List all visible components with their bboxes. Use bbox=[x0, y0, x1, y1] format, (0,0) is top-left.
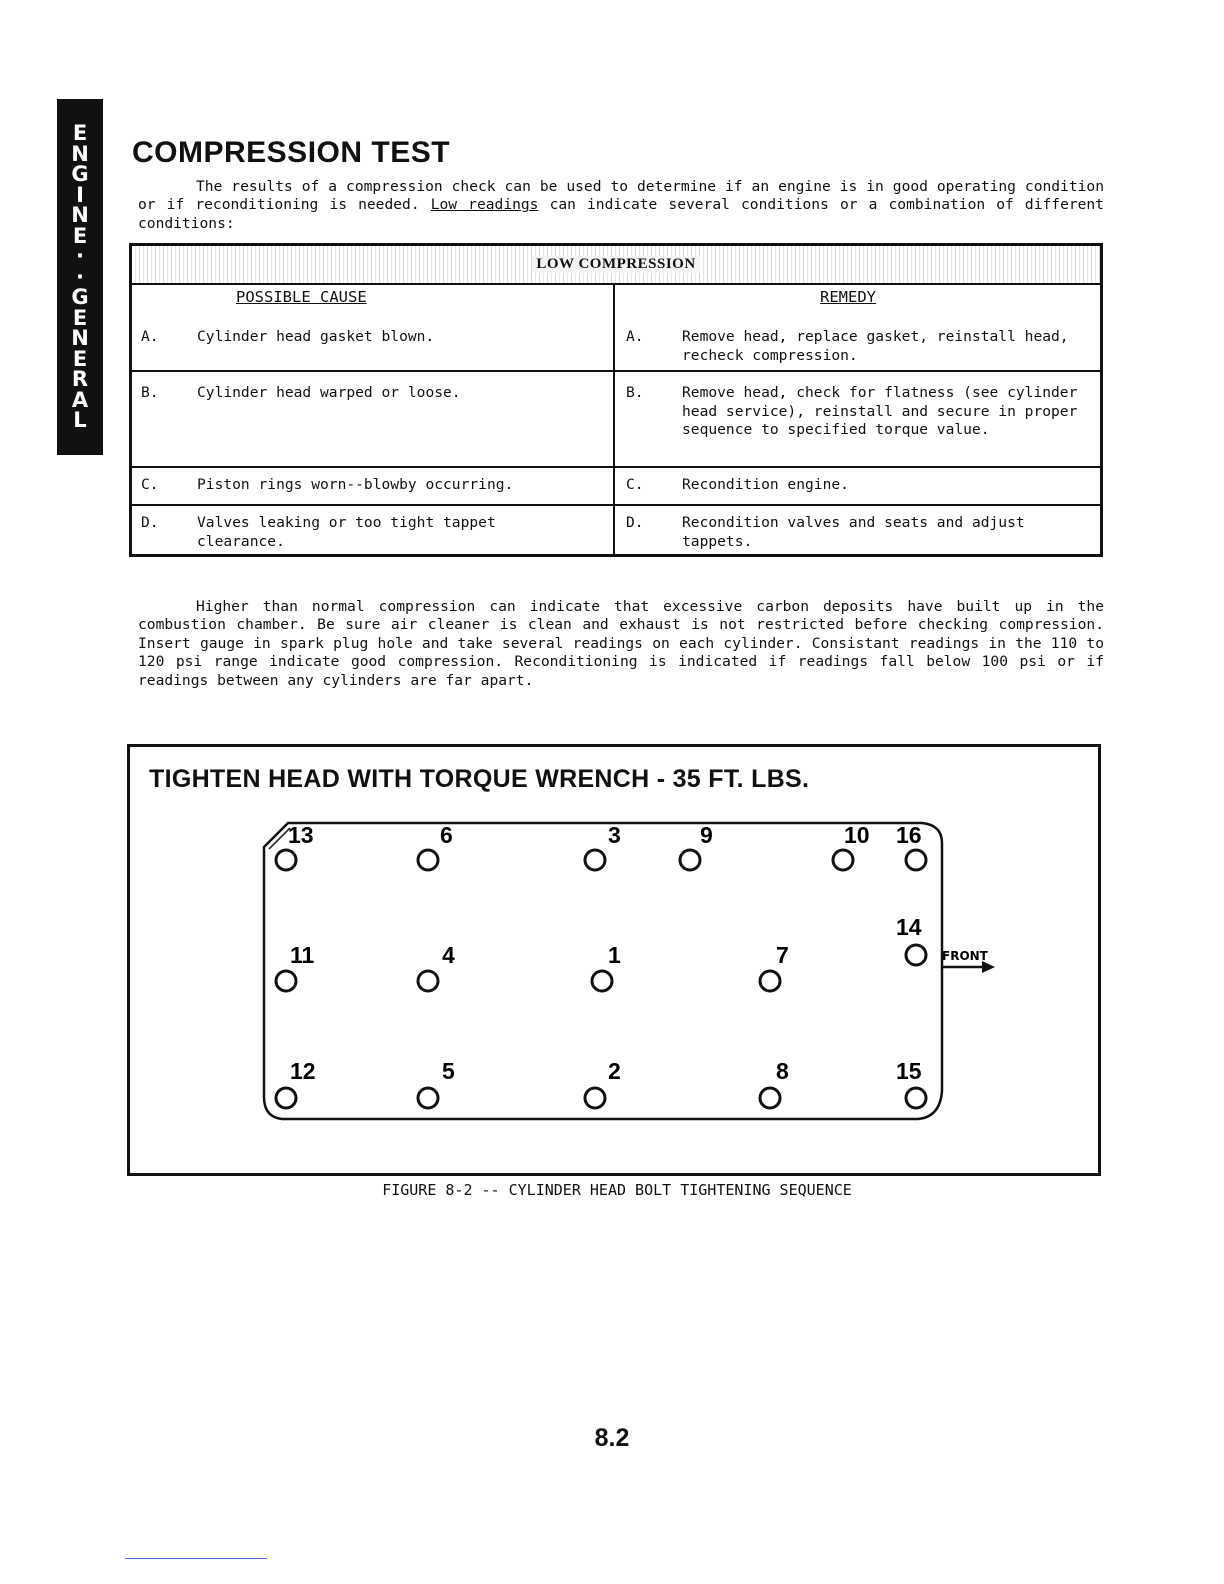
row-letter: C. bbox=[141, 476, 159, 493]
bolt-hole-5 bbox=[418, 1088, 438, 1108]
side-tab-letter: G bbox=[71, 285, 89, 310]
row-letter: A. bbox=[626, 328, 644, 345]
bolt-hole-11 bbox=[276, 971, 296, 991]
side-tab-letter: N bbox=[71, 203, 89, 228]
figure-title: TIGHTEN HEAD WITH TORQUE WRENCH - 35 FT. LBS. bbox=[149, 765, 810, 793]
bolt-hole-14 bbox=[906, 945, 926, 965]
side-tab-letter: A bbox=[71, 387, 89, 412]
bolt-number-14: 14 bbox=[896, 914, 922, 940]
bolt-number-11: 11 bbox=[290, 942, 315, 968]
cause-text: Cylinder head warped or loose. bbox=[197, 384, 461, 401]
bolt-number-1: 1 bbox=[608, 942, 621, 968]
side-tab-letter: N bbox=[71, 326, 89, 351]
bolt-hole-8 bbox=[760, 1088, 780, 1108]
table-banner-label: LOW COMPRESSION bbox=[532, 256, 699, 273]
bolt-hole-12 bbox=[276, 1088, 296, 1108]
intro-text-end: can indicate several conditions or a combination of different conditions: bbox=[138, 196, 1104, 232]
side-tab-letter: I bbox=[76, 182, 84, 207]
bolt-hole-9 bbox=[680, 850, 700, 870]
side-tab-letter: L bbox=[73, 408, 87, 433]
bolt-number-10: 10 bbox=[844, 822, 870, 848]
remedy-text: Remove head, replace gasket, reinstall head, recheck compression. bbox=[682, 328, 1069, 364]
remedy-text: Remove head, check for flatness (see cylinder head service), reinstall and secure in proper sequence to specified torque value. bbox=[682, 384, 1078, 438]
bolt-number-6: 6 bbox=[440, 822, 453, 848]
side-tab-letter: E bbox=[72, 346, 88, 371]
bolt-hole-3 bbox=[585, 850, 605, 870]
row-divider bbox=[132, 370, 1100, 372]
header-remedy: REMEDY bbox=[820, 288, 876, 306]
section-side-tab bbox=[57, 99, 103, 455]
footer-rule bbox=[125, 1558, 267, 1559]
side-tab-letter: N bbox=[71, 141, 89, 166]
front-arrow-icon bbox=[982, 961, 995, 973]
intro-underlined-text: Low readings bbox=[430, 196, 539, 214]
bolt-hole-10 bbox=[833, 850, 853, 870]
bolt-hole-6 bbox=[418, 850, 438, 870]
bolt-hole-16 bbox=[906, 850, 926, 870]
row-letter: B. bbox=[141, 384, 159, 401]
bolt-sequence-figure bbox=[127, 744, 1101, 1176]
side-tab-letter: E bbox=[72, 305, 88, 330]
bolt-number-8: 8 bbox=[776, 1058, 789, 1084]
page-title: COMPRESSION TEST bbox=[132, 136, 451, 169]
bolt-hole-2 bbox=[585, 1088, 605, 1108]
row-divider bbox=[132, 466, 1100, 468]
bolt-hole-1 bbox=[592, 971, 612, 991]
bolt-number-2: 2 bbox=[608, 1058, 621, 1084]
remedy-text: Recondition valves and seats and adjust tappets. bbox=[682, 514, 1025, 550]
row-letter: D. bbox=[141, 514, 159, 531]
cause-text: Piston rings worn--blowby occurring. bbox=[197, 476, 514, 493]
side-tab-letter: G bbox=[71, 162, 89, 187]
low-compression-table bbox=[129, 243, 1103, 557]
bolt-number-15: 15 bbox=[896, 1058, 922, 1084]
row-letter: B. bbox=[626, 384, 644, 401]
bolt-number-16: 16 bbox=[896, 822, 922, 848]
cylinder-head-diagram bbox=[130, 747, 1098, 1173]
row-divider bbox=[132, 504, 1100, 506]
side-tab-letter: R bbox=[71, 367, 89, 392]
bolt-number-4: 4 bbox=[442, 942, 455, 968]
bolt-number-5: 5 bbox=[442, 1058, 455, 1084]
bolt-number-12: 12 bbox=[290, 1058, 316, 1084]
column-divider bbox=[613, 283, 615, 554]
intro-text-start: The results of a compression check can be used to determine if an engine is in good operating condition or if reconditioning is needed. bbox=[138, 178, 1104, 214]
bolt-number-13: 13 bbox=[288, 822, 314, 848]
figure-caption: FIGURE 8-2 -- CYLINDER HEAD BOLT TIGHTENING SEQUENCE bbox=[382, 1181, 852, 1199]
side-tab-letter: E bbox=[72, 223, 88, 248]
side-tab-letter: · bbox=[76, 244, 84, 269]
compression-paragraph: Higher than normal compression can indicate that excessive carbon deposits have built up in the combustion chamber. Be sure air cleaner is clean and exhaust is not restricted before checking compression. Insert gauge in spark plug hole and take several readings on each cylinder. Consistant readings in the 110 to 120 psi range indicate good compression. Reconditioning is indicated if readings fall below 100 psi or if readings between any cylinders are far apart. bbox=[138, 598, 1104, 689]
row-letter: D. bbox=[626, 514, 644, 531]
page-number: 8.2 bbox=[594, 1424, 630, 1452]
side-tab-letter: E bbox=[72, 121, 88, 146]
bolt-hole-4 bbox=[418, 971, 438, 991]
row-letter: A. bbox=[141, 328, 159, 345]
table-banner bbox=[132, 246, 1100, 285]
bolt-number-3: 3 bbox=[608, 822, 621, 848]
bolt-number-9: 9 bbox=[700, 822, 713, 848]
side-tab-letter: · bbox=[76, 264, 84, 289]
front-label: FRONT bbox=[942, 949, 988, 963]
bolt-number-7: 7 bbox=[776, 942, 789, 968]
cause-text: Cylinder head gasket blown. bbox=[197, 328, 435, 345]
bolt-hole-13 bbox=[276, 850, 296, 870]
row-letter: C. bbox=[626, 476, 644, 493]
cause-text: Valves leaking or too tight tappet clearance. bbox=[197, 514, 496, 550]
header-possible-cause: POSSIBLE CAUSE bbox=[236, 288, 367, 306]
remedy-text: Recondition engine. bbox=[682, 476, 849, 493]
bolt-hole-7 bbox=[760, 971, 780, 991]
bolt-hole-15 bbox=[906, 1088, 926, 1108]
intro-paragraph bbox=[138, 178, 1104, 233]
